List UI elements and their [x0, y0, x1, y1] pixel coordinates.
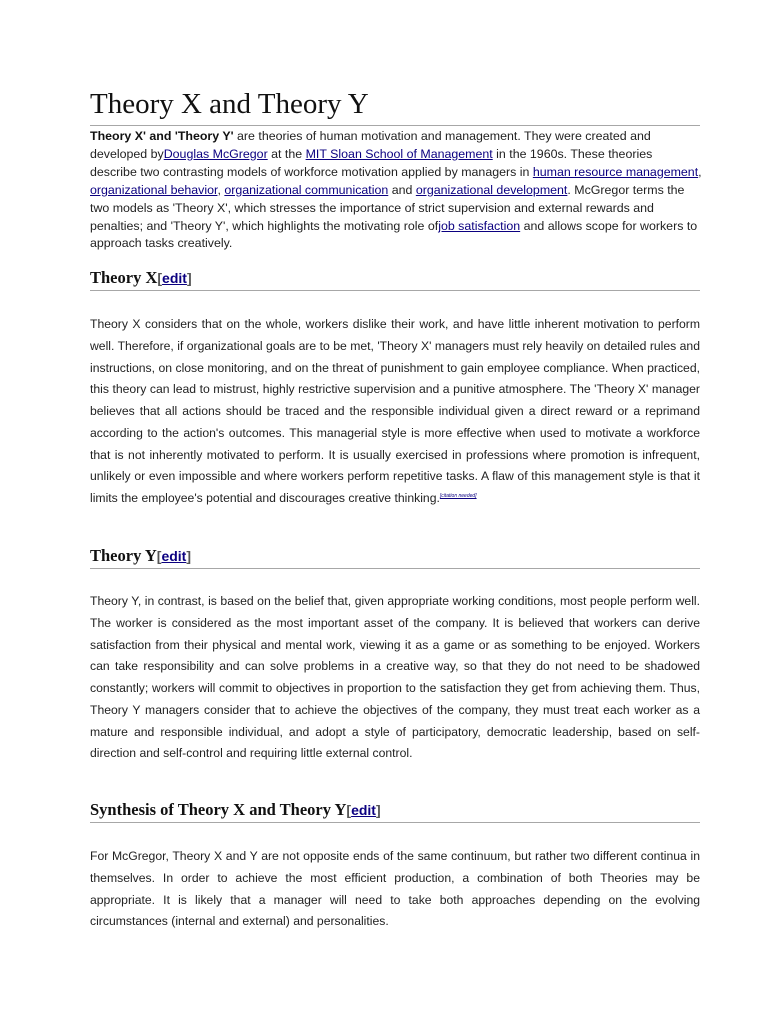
section-heading-theory-y	[90, 546, 191, 566]
term-theory-y: 'Theory Y'	[174, 129, 234, 143]
link-mit-sloan[interactable]: MIT Sloan School of Management	[305, 146, 493, 161]
edit-link[interactable]: edit	[351, 802, 376, 818]
edit-link[interactable]: edit	[161, 548, 187, 564]
intro-text-2: at the	[267, 146, 306, 161]
edit-bracket-open: [	[157, 270, 163, 286]
page-title: Theory X and Theory Y	[90, 88, 369, 120]
section-divider	[90, 822, 700, 823]
intro-text-5: and allows scope for workers to approach tasks creatively.	[90, 218, 698, 251]
section-body-text: Theory Y, in contrast, is based on the belief that, given appropriate working conditions, most people perform well. The worker is considered as the most important asset of the company. It is believed that workers can derive satisfaction from their physical and mental work, viewing it as a game or as something to be enjoyed. Workers can take responsibility and can solve problems in a creative way, so that they do not need to be shadowed constantly; workers will commit to objectives in proportion to the satisfaction they get from achieving them. Thus, Theory Y managers consider that to achieve the objectives of the company, they must treat each worker as a mature and responsible individual, and adopt a style of participatory, democratic leadership, based on self-direction and self-control and requiring little external control.	[90, 594, 700, 761]
edit-bracket-close: ]	[375, 802, 381, 818]
section-body-synthesis	[90, 846, 700, 933]
section-divider	[90, 568, 700, 569]
link-human-resource-management[interactable]: human resource management	[532, 164, 699, 179]
link-douglas-mcgregor[interactable]: Douglas McGregor	[163, 146, 268, 161]
edit-bracket-open: [	[156, 548, 162, 564]
section-body-text: Theory X considers that on the whole, workers dislike their work, and have little inherent motivation to perform well. Therefore, if organizational goals are to be met, 'Theory X' managers must rely heavily on detailed rules and instructions, on close monitoring, and on the threat of punishment to gain employee compliance. When practiced, this theory can lead to mistrust, highly restrictive supervision and a punitive atmosphere. The 'Theory X' manager believes that all actions should be traced and the responsible individual given a direct reward or a reprimand according to the action's outcomes. This managerial style is more effective when used to motivate a workforce that is not inherently motivated to perform. It is usually exercised in professions where promotion is infrequent, unlikely or even impossible and where workers perform repetitive tasks. A flaw of this management style is that it limits the employee's potential and discourages creative thinking.	[90, 317, 700, 505]
section-heading-text: Theory X	[90, 268, 158, 287]
link-organizational-behavior[interactable]: organizational behavior	[90, 182, 218, 197]
section-heading-theory-x	[90, 268, 192, 288]
intro-text-4: . McGregor terms the two models as 'Theory X', which stresses the importance of strict supervision and external rewards and penalties; and 'Theory Y', which highlights the motivating role of	[90, 182, 685, 233]
intro-and-word: and	[145, 129, 175, 143]
section-body-theory-x	[90, 314, 700, 510]
intro-text-3: in the 1960s. These theories describe two contrasting models of workforce motivation applied by managers in	[90, 146, 653, 179]
edit-bracket-close: ]	[186, 548, 191, 564]
edit-link[interactable]: edit	[162, 270, 187, 286]
section-body-theory-y	[90, 591, 700, 765]
intro-comma-1: ,	[698, 164, 702, 179]
edit-bracket-close: ]	[186, 270, 192, 286]
title-divider	[90, 125, 700, 126]
link-job-satisfaction[interactable]: job satisfaction	[438, 218, 521, 233]
edit-bracket-open: [	[346, 802, 352, 818]
intro-comma-2: ,	[217, 182, 225, 197]
link-organizational-communication[interactable]: organizational communication	[224, 182, 389, 197]
section-heading-text: Synthesis of Theory X and Theory Y	[90, 800, 347, 819]
section-body-text: For McGregor, Theory X and Y are not opposite ends of the same continuum, but rather two different continua in themselves. In order to achieve the most efficient production, a combination of both Theories may be appropriate. It is likely that a manager will need to take both approaches depending on the evolving circumstances (internal and external) and personalities.	[90, 849, 700, 929]
section-heading-synthesis	[90, 800, 381, 820]
intro-text-1: are theories of human motivation and management. They were created and developed by	[90, 129, 651, 161]
link-organizational-development[interactable]: organizational development	[415, 182, 568, 197]
section-heading-text: Theory Y	[90, 546, 157, 565]
intro-paragraph	[90, 128, 702, 253]
term-theory-x: Theory X'	[90, 129, 146, 143]
section-divider	[90, 290, 700, 291]
citation-needed-link[interactable]: [citation needed]	[439, 492, 477, 499]
intro-and-2: and	[388, 182, 416, 197]
